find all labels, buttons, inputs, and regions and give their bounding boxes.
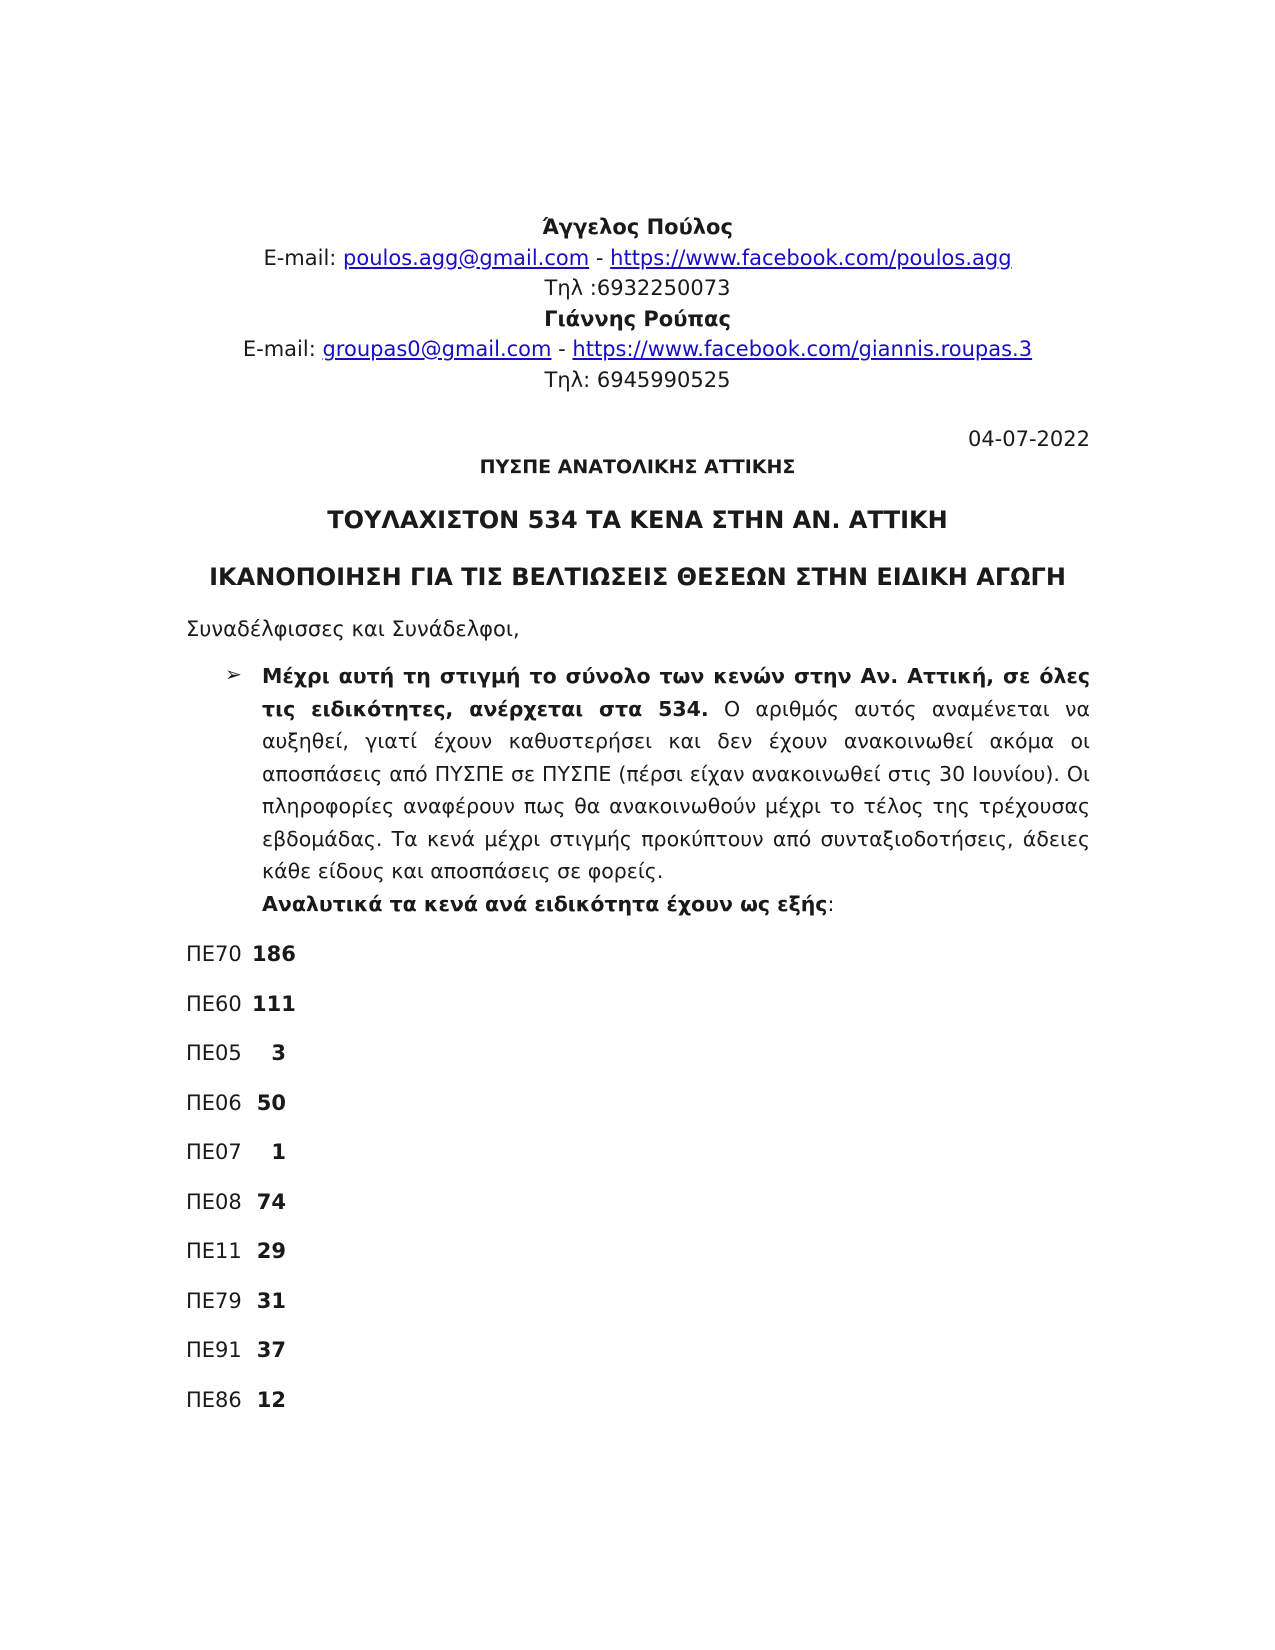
specialty-code: ΠΕ91 <box>186 1338 242 1362</box>
list-item <box>186 991 296 1042</box>
headline-primary: ΤΟΥΛΑΧΙΣΤΟΝ 534 ΤΑ ΚΕΝΑ ΣΤΗΝ ΑΝ. ΑΤΤΙΚΗ <box>327 506 948 534</box>
list-item <box>186 1239 286 1289</box>
bullet-normal-text: Ο αριθμός αυτός αναμένεται να αυξηθεί, γιατί έχουν καθυστερήσει και δεν έχουν ανακοινωθεί ακόμα οι αποσπάσεις από ΠΥΣΠΕ σε ΠΥΣΠΕ (πέρσι είχαν ανακοινωθεί στις 30 Ιουνίου). Οι πληροφορίες αναφέρουν πως θα ανακοινωθούν μέχρι το τέλος της τρέχουσας εβδομάδας. Τα κενά μέχρι στιγμής προκύπτουν από συνταξιοδοτήσεις, άδειες κάθε είδους και αποσπάσεις σε φορείς. <box>262 696 1090 883</box>
office-title: ΠΥΣΠΕ ΑΝΑΤΟΛΙΚΗΣ ΑΤΤΙΚΗΣ <box>479 456 796 478</box>
contact-name: Γιάννης Ρούπας <box>544 306 731 331</box>
arrow-bullet-icon: ➢ <box>225 662 242 686</box>
list-item <box>186 942 296 992</box>
contact-name: Άγγελος Πούλος <box>542 215 733 239</box>
list-item <box>186 1190 286 1240</box>
vacancy-subheading <box>262 888 1090 921</box>
specialty-code: ΠΕ86 <box>186 1387 242 1412</box>
specialty-code: ΠΕ70 <box>186 942 242 966</box>
subheading-tail: : <box>827 891 835 916</box>
bullet-body <box>262 660 1090 888</box>
specialty-code: ΠΕ07 <box>186 1140 242 1164</box>
facebook-link[interactable]: https://www.facebook.com/giannis.roupas.3 <box>572 337 1033 361</box>
vacancy-count: 12 <box>256 1387 286 1412</box>
contacts-block <box>0 212 1275 395</box>
vacancy-count: 29 <box>256 1239 286 1263</box>
specialty-code: ΠΕ60 <box>186 991 242 1016</box>
separator: - <box>589 245 611 270</box>
list-item <box>186 1289 286 1339</box>
vacancy-count: 186 <box>252 942 296 966</box>
headline-secondary: ΙΚΑΝΟΠΟΙΗΣΗ ΓΙΑ ΤΙΣ ΒΕΛΤΙΩΣΕΙΣ ΘΕΣΕΩΝ ΣΤΗΝ ΕΙΔΙΚΗ ΑΓΩΓΗ <box>209 563 1066 591</box>
bullet-paragraph <box>225 660 1090 920</box>
vacancy-count: 31 <box>256 1288 286 1313</box>
bullet-bold-text: Μέχρι αυτή τη στιγμή το σύνολο των κενών στην Αν. Αττική, σε όλες τις ειδικότητες, ανέρχεται στα 534. <box>262 664 1090 721</box>
greeting: Συναδέλφισσες και Συνάδελφοι, <box>186 617 520 641</box>
list-item <box>186 1041 286 1091</box>
email-label: E-mail: <box>242 337 323 361</box>
document-date: 04-07-2022 <box>967 427 1090 451</box>
specialty-code: ΠΕ08 <box>186 1189 242 1214</box>
vacancy-count: 50 <box>256 1090 286 1115</box>
vacancy-count: 3 <box>271 1041 286 1065</box>
list-item <box>186 1388 286 1438</box>
vacancy-count: 74 <box>256 1189 286 1214</box>
specialty-code: ΠΕ79 <box>186 1288 242 1313</box>
facebook-link[interactable]: https://www.facebook.com/poulos.agg <box>610 245 1012 270</box>
list-item <box>186 1338 286 1388</box>
list-item <box>186 1140 286 1190</box>
specialty-code: ΠΕ11 <box>186 1239 242 1263</box>
email-link[interactable]: poulos.agg@gmail.com <box>343 245 590 270</box>
contact-email-line <box>0 243 1275 274</box>
contact-phone: Τηλ :6932250073 <box>544 276 731 300</box>
vacancy-count: 111 <box>252 991 296 1016</box>
vacancy-count: 1 <box>271 1140 286 1164</box>
email-link[interactable]: groupas0@gmail.com <box>322 337 552 361</box>
contact-phone: Τηλ: 6945990525 <box>544 367 731 392</box>
email-label: E-mail: <box>263 245 344 270</box>
specialty-code: ΠΕ06 <box>186 1090 242 1115</box>
contact-email-line <box>0 334 1275 365</box>
subheading-bold: Αναλυτικά τα κενά ανά ειδικότητα έχουν ως εξής <box>262 891 828 916</box>
list-item <box>186 1091 286 1141</box>
specialty-code: ΠΕ05 <box>186 1041 242 1065</box>
vacancy-count: 37 <box>256 1338 286 1362</box>
separator: - <box>551 337 573 361</box>
vacancy-list <box>186 942 296 1437</box>
